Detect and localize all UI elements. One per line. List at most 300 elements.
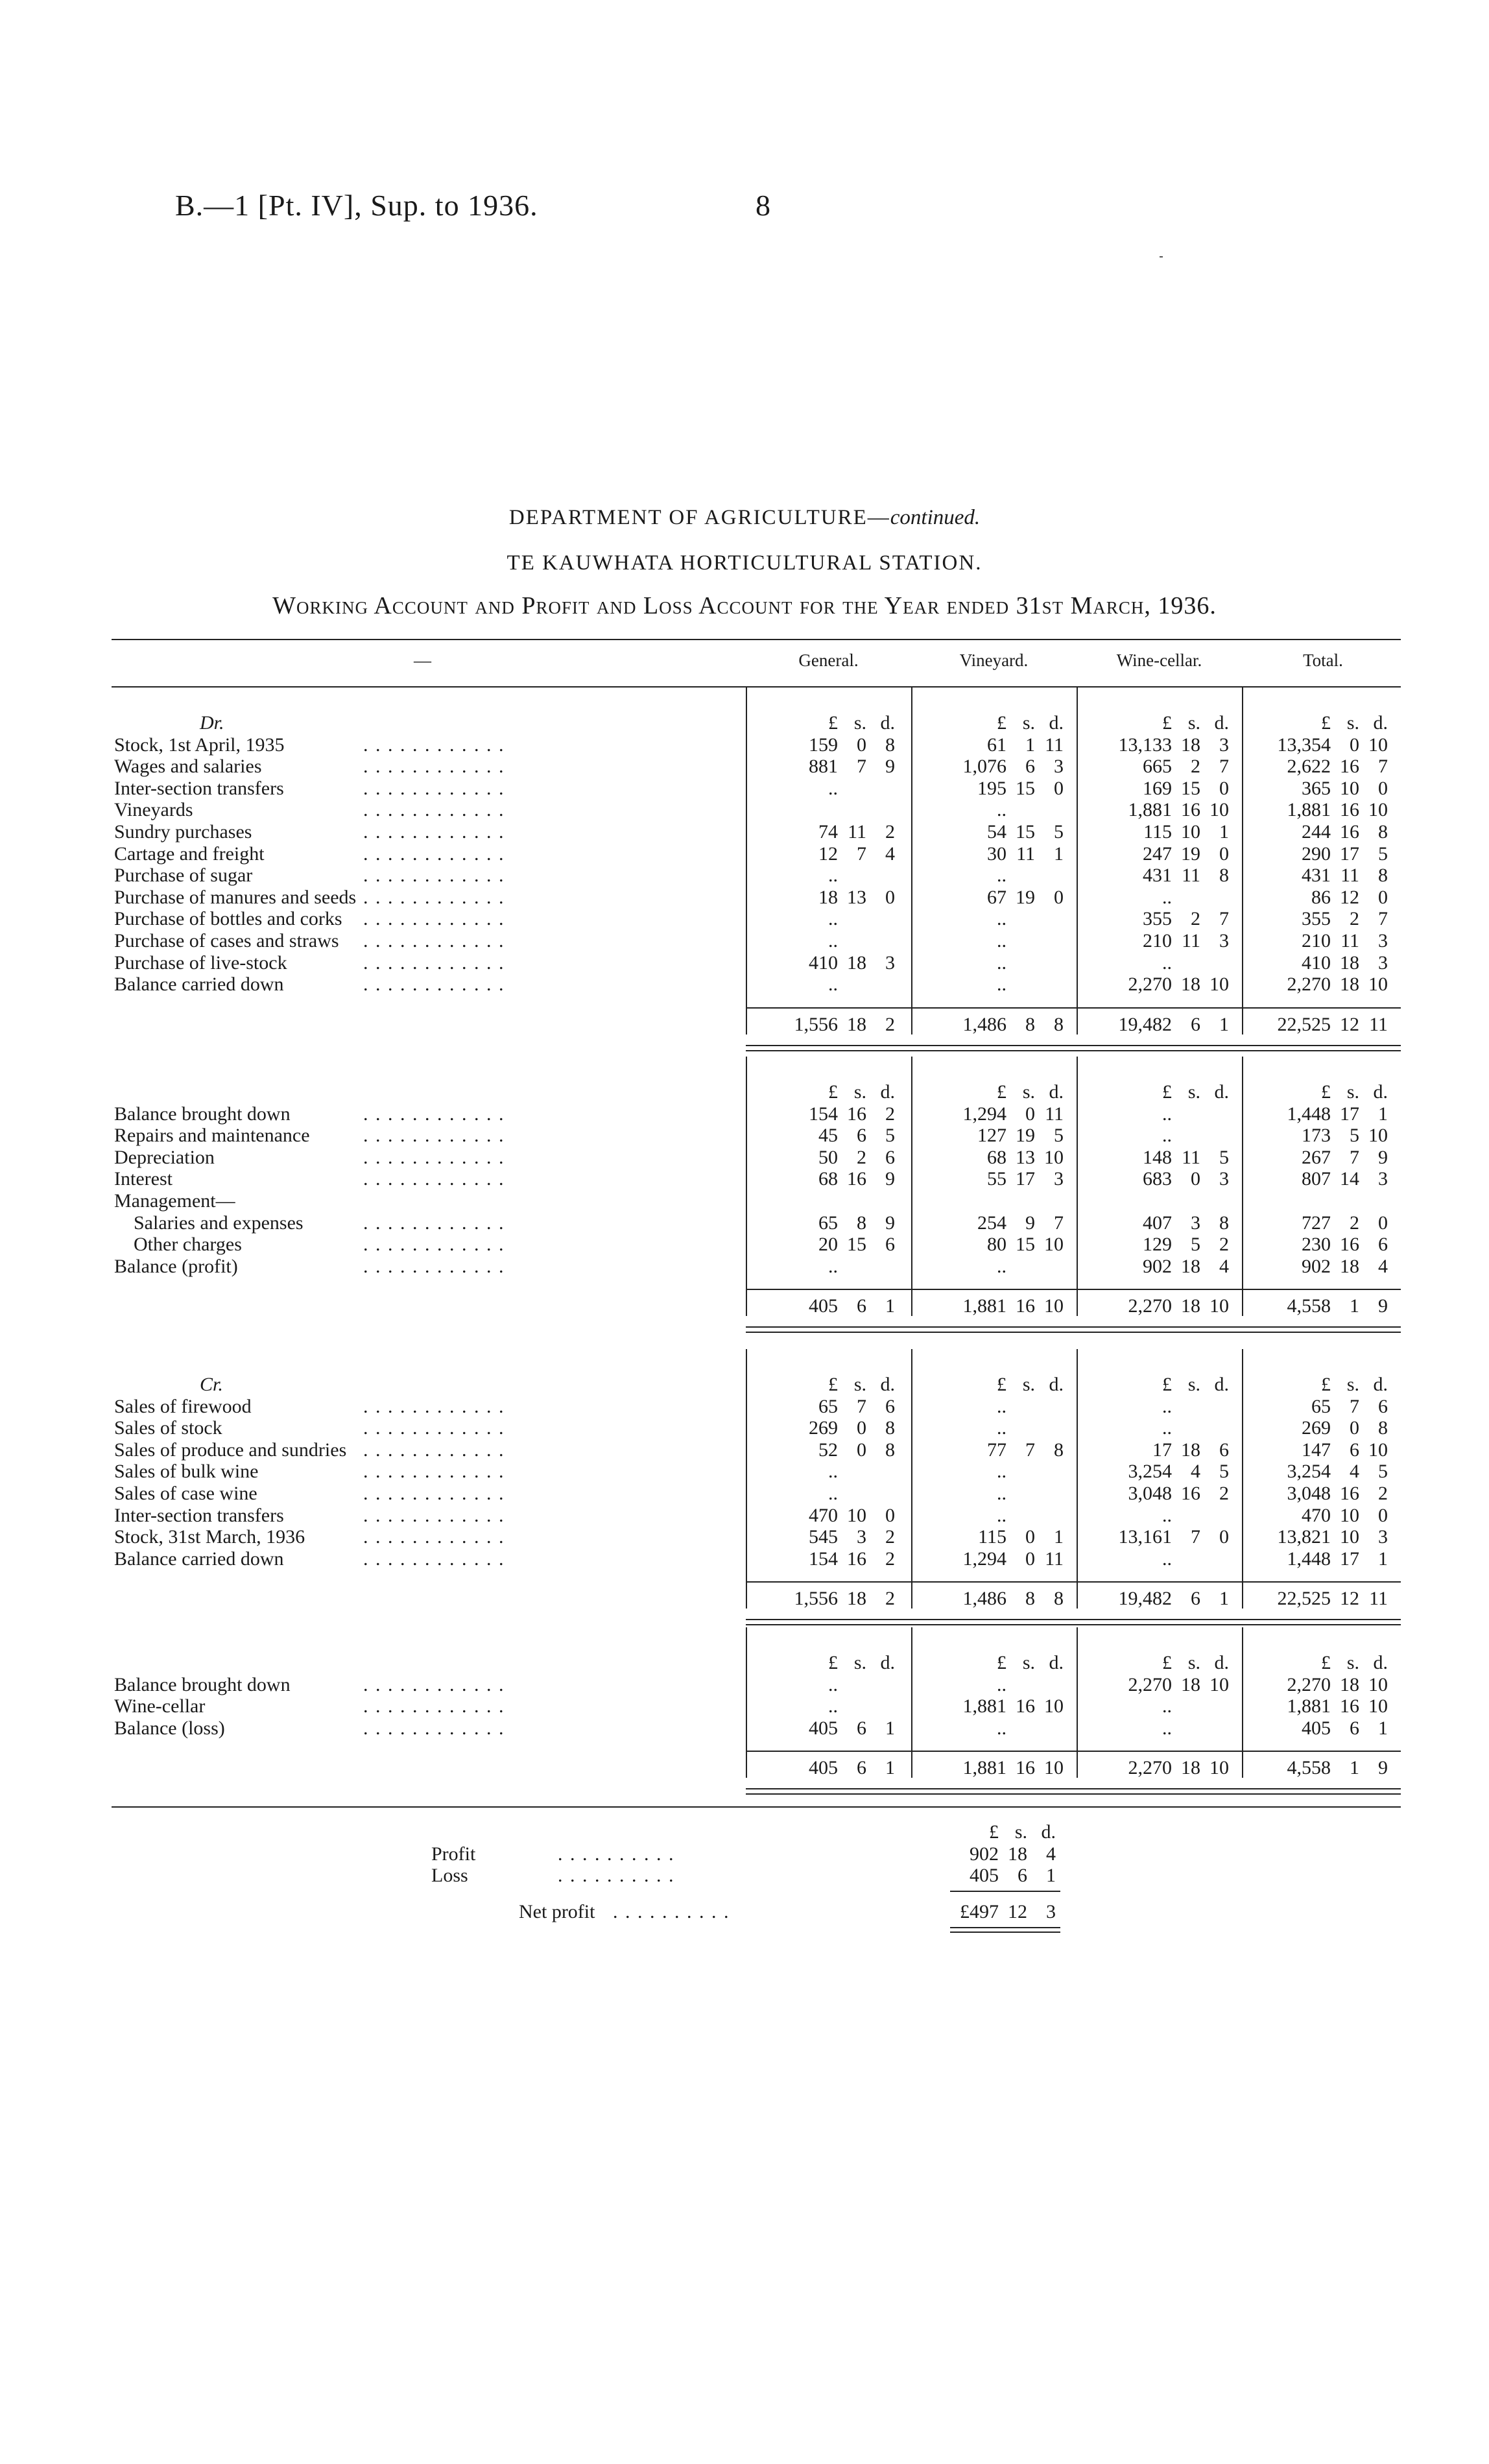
table-cell <box>1237 843 1388 865</box>
table-cell <box>1237 1256 1388 1277</box>
pence-value: 0 <box>1378 886 1388 908</box>
pound-unit: £ <box>1162 1652 1172 1673</box>
total-cell <box>744 1588 895 1609</box>
pound-unit: £ <box>828 1081 838 1103</box>
totals-double-rule <box>746 1050 1401 1051</box>
pounds-value: .. <box>1162 1417 1172 1439</box>
shillings-value: 11 <box>1182 930 1200 951</box>
pence-value: 1 <box>1219 821 1229 843</box>
dot-leader: . . . . . . . . . . . . <box>363 734 505 756</box>
dot-leader: . . . . . . . . . . . . <box>363 974 505 996</box>
pence-value: 1 <box>1378 1717 1388 1739</box>
row-label: Inter-section transfers <box>114 777 284 799</box>
table-cell <box>913 908 1064 929</box>
shillings-value: 6 <box>857 1717 866 1739</box>
shillings-value: 17 <box>1016 1168 1035 1190</box>
shillings-value: 4 <box>1191 1461 1200 1483</box>
dot-leader: . . . . . . . . . . . . <box>363 821 505 843</box>
table-cell <box>744 865 895 886</box>
summary-amount: 4 <box>1046 1843 1056 1865</box>
table-cell <box>1237 734 1388 756</box>
shillings-value: 13 <box>1016 1146 1035 1168</box>
pence-value: 10 <box>1368 799 1388 821</box>
table-cell <box>913 1396 1064 1417</box>
pounds-value: .. <box>997 1717 1007 1739</box>
shilling-unit: s. <box>1022 1081 1035 1103</box>
pounds-value: .. <box>997 1255 1007 1277</box>
pounds-value: 61 <box>987 734 1007 756</box>
column-rule <box>911 1057 912 1316</box>
units-row <box>1099 712 1229 734</box>
table-cell <box>744 1417 895 1439</box>
table-cell <box>1078 1483 1229 1504</box>
department-title <box>0 506 1489 530</box>
column-rule <box>1242 1627 1243 1778</box>
pence-value: 0 <box>1378 1504 1388 1526</box>
units-row <box>1099 1652 1229 1673</box>
pounds-value: .. <box>1162 1125 1172 1147</box>
pence-value: 1 <box>885 1295 895 1317</box>
pounds-value: 290 <box>1302 843 1331 865</box>
shillings-value: 2 <box>1191 908 1200 930</box>
report-reference: B.—1 [Pt. IV], Sup. to 1936. <box>175 189 538 222</box>
pence-value: 10 <box>1209 1757 1229 1779</box>
row-label: Balance brought down <box>114 1673 291 1695</box>
table-cell <box>744 1439 895 1461</box>
pence-value: 6 <box>885 1234 895 1256</box>
pounds-value: .. <box>997 1395 1007 1417</box>
table-cell <box>913 1505 1064 1526</box>
table-cell <box>1237 887 1388 908</box>
pence-value: 5 <box>885 1125 895 1147</box>
table-cell <box>913 1103 1064 1125</box>
pence-value: 0 <box>885 1504 895 1526</box>
shillings-value: 11 <box>1016 843 1035 865</box>
pounds-value: 470 <box>809 1504 838 1526</box>
pence-value: 10 <box>1044 1146 1064 1168</box>
pence-value: 4 <box>885 843 895 865</box>
shillings-value: 0 <box>1025 1526 1035 1548</box>
shilling-unit: s. <box>853 1652 866 1673</box>
shillings-value: 11 <box>848 821 866 843</box>
pounds-value: 1,881 <box>1287 1695 1331 1717</box>
table-cell <box>1237 1103 1388 1125</box>
pence-unit: d. <box>1373 1652 1388 1673</box>
shillings-value: 0 <box>1025 1103 1035 1125</box>
table-cell <box>913 1168 1064 1190</box>
pence-value: 0 <box>1219 777 1229 799</box>
row-label: Cartage and freight <box>114 843 265 865</box>
pounds-value: 210 <box>1143 930 1172 951</box>
table-cell <box>913 1256 1064 1277</box>
totals-rule <box>746 1289 1401 1290</box>
pounds-value: 1,448 <box>1287 1548 1331 1570</box>
pence-value: 2 <box>1219 1234 1229 1256</box>
pence-unit: d. <box>1373 712 1388 734</box>
shillings-value: 18 <box>1181 1757 1200 1779</box>
pounds-value: 147 <box>1302 1439 1331 1461</box>
pounds-value: 1,556 <box>794 1013 838 1035</box>
pence-value: 1 <box>885 1757 895 1779</box>
shilling-unit: s. <box>853 1374 866 1395</box>
table-cell <box>744 756 895 777</box>
department-name: DEPARTMENT OF AGRICULTURE— <box>508 506 890 529</box>
pounds-value: 247 <box>1143 843 1172 865</box>
pounds-value: .. <box>997 951 1007 974</box>
shillings-value: 18 <box>1340 951 1359 974</box>
shilling-unit: s. <box>1187 1081 1200 1103</box>
pence-value: 7 <box>1219 908 1229 930</box>
totals-double-rule <box>746 1624 1401 1625</box>
column-rule <box>1077 1627 1078 1778</box>
table-cell <box>913 1147 1064 1168</box>
pence-value: 10 <box>1044 1295 1064 1317</box>
shillings-value: 18 <box>1181 1673 1200 1695</box>
column-rule <box>746 1349 747 1609</box>
pounds-value: 269 <box>1302 1417 1331 1439</box>
pence-value: 8 <box>1054 1013 1064 1035</box>
pounds-value: .. <box>828 865 838 887</box>
pence-value: 10 <box>1044 1757 1064 1779</box>
table-cell <box>1078 1125 1229 1146</box>
pounds-value: 68 <box>987 1146 1007 1168</box>
pence-value: 6 <box>1219 1439 1229 1461</box>
table-cell <box>1237 930 1388 951</box>
pence-value: 10 <box>1044 1234 1064 1256</box>
table-cell <box>913 930 1064 951</box>
table-cell <box>744 930 895 951</box>
dot-leader: . . . . . . . . . . . . <box>363 843 505 865</box>
pounds-value: 127 <box>977 1125 1007 1147</box>
column-rule <box>1242 688 1243 1035</box>
shillings-value: 18 <box>847 1013 866 1035</box>
pence-value: 0 <box>1219 843 1229 865</box>
pounds-value: 20 <box>818 1234 838 1256</box>
column-head-total: Total. <box>1303 651 1343 670</box>
pence-value: 8 <box>1054 1439 1064 1461</box>
shillings-value: 16 <box>1340 756 1359 778</box>
pence-value: 3 <box>1378 951 1388 974</box>
column-rule <box>911 1627 912 1778</box>
dot-leader: . . . . . . . . . . . . <box>363 1548 505 1570</box>
row-label: Stock, 31st March, 1936 <box>114 1526 305 1548</box>
pence-value: 4 <box>1378 1255 1388 1277</box>
pounds-value: 173 <box>1302 1125 1331 1147</box>
pounds-value: 2,270 <box>1287 1673 1331 1695</box>
table-cell <box>1078 1417 1229 1439</box>
pounds-value: 13,354 <box>1277 734 1331 756</box>
table-cell <box>913 974 1064 995</box>
shillings-value: 7 <box>1191 1526 1200 1548</box>
total-cell <box>744 1014 895 1035</box>
pounds-value: 902 <box>1143 1255 1172 1277</box>
account-title: Working Account and Profit and Loss Account for the Year ended 31st March, 1936. <box>272 592 1217 619</box>
row-label: Interest <box>114 1168 173 1190</box>
shillings-value: 1 <box>1350 1757 1359 1779</box>
table-cell <box>913 1125 1064 1146</box>
units-row <box>1258 1081 1388 1103</box>
pounds-value: 405 <box>809 1757 838 1779</box>
pence-value: 6 <box>1378 1234 1388 1256</box>
total-cell <box>1237 1014 1388 1035</box>
pounds-value: .. <box>997 974 1007 996</box>
table-cell <box>913 887 1064 908</box>
row-label: Sales of firewood <box>114 1395 252 1417</box>
units-row <box>765 1374 895 1395</box>
pence-value: 10 <box>1368 1673 1388 1695</box>
shillings-value: 19 <box>1016 886 1035 908</box>
shillings-value: 17 <box>1340 1548 1359 1570</box>
shilling-unit: s. <box>1022 1374 1035 1395</box>
table-cell <box>1078 1396 1229 1417</box>
shillings-value: 16 <box>1181 799 1200 821</box>
table-cell <box>1078 1461 1229 1482</box>
shillings-value: 6 <box>1191 1588 1200 1610</box>
table-cell <box>913 1234 1064 1255</box>
row-label: Purchase of sugar <box>114 865 253 887</box>
pounds-value: .. <box>828 1483 838 1504</box>
shillings-value: 18 <box>847 951 866 974</box>
pounds-value: 2,270 <box>1128 1295 1172 1317</box>
table-cell <box>744 908 895 929</box>
units-row <box>934 1374 1064 1395</box>
units-row <box>765 712 895 734</box>
units-row <box>934 1081 1064 1103</box>
pounds-value: 1,294 <box>962 1103 1007 1125</box>
table-cell <box>1078 1548 1229 1570</box>
units-row <box>934 712 1064 734</box>
pounds-value: 17 <box>1152 1439 1172 1461</box>
pence-value: 11 <box>1369 1588 1388 1610</box>
row-label: Sundry purchases <box>114 821 252 843</box>
pounds-value: 405 <box>1302 1717 1331 1739</box>
summary-unit: d. <box>1041 1821 1056 1843</box>
pound-unit: £ <box>997 1652 1007 1673</box>
pounds-value: 2,270 <box>1128 974 1172 996</box>
shillings-value: 6 <box>1025 756 1035 778</box>
pounds-value: 727 <box>1302 1212 1331 1234</box>
shillings-value: 6 <box>1191 1013 1200 1035</box>
pounds-value: 405 <box>809 1295 838 1317</box>
table-cell <box>1078 734 1229 756</box>
column-rule <box>1077 688 1078 1035</box>
pounds-value: 55 <box>987 1168 1007 1190</box>
table-cell <box>1237 952 1388 974</box>
pence-value: 2 <box>1219 1483 1229 1504</box>
table-cell <box>1237 778 1388 799</box>
pounds-value: 3,254 <box>1128 1461 1172 1483</box>
pounds-value: 77 <box>987 1439 1007 1461</box>
shilling-unit: s. <box>1022 1652 1035 1673</box>
totals-rule <box>746 1581 1401 1583</box>
pence-value: 8 <box>1378 1417 1388 1439</box>
units-row <box>1258 712 1388 734</box>
pound-unit: £ <box>997 1374 1007 1395</box>
table-cell <box>744 799 895 820</box>
summary-value <box>927 1901 1056 1922</box>
pounds-value: 45 <box>818 1125 838 1147</box>
pound-unit: £ <box>1321 1374 1331 1395</box>
pounds-value: 244 <box>1302 821 1331 843</box>
pence-value: 0 <box>1219 1526 1229 1548</box>
pounds-value: 410 <box>809 951 838 974</box>
pence-unit: d. <box>1214 1652 1229 1673</box>
shilling-unit: s. <box>1187 712 1200 734</box>
pounds-value: 3,048 <box>1287 1483 1331 1504</box>
pence-value: 5 <box>1378 1461 1388 1483</box>
shillings-value: 6 <box>857 1125 866 1147</box>
pence-unit: d. <box>880 1374 895 1395</box>
shilling-unit: s. <box>1346 1652 1359 1673</box>
pence-value: 1 <box>1378 1548 1388 1570</box>
table-cell <box>744 1212 895 1234</box>
table-cell <box>1078 1103 1229 1125</box>
pounds-value: .. <box>828 974 838 996</box>
shilling-unit: s. <box>1022 712 1035 734</box>
pence-value: 10 <box>1368 974 1388 996</box>
pounds-value: .. <box>1162 1103 1172 1125</box>
pence-value: 1 <box>1054 843 1064 865</box>
pence-value: 0 <box>885 886 895 908</box>
page-number: 8 <box>756 189 771 222</box>
dot-leader: . . . . . . . . . . . . <box>363 1673 505 1695</box>
pence-unit: d. <box>1214 1374 1229 1395</box>
pounds-value: 1,486 <box>962 1588 1007 1610</box>
pounds-value: 355 <box>1302 908 1331 930</box>
column-head-wine-cellar: Wine-cellar. <box>1116 651 1202 670</box>
pence-value: 8 <box>1378 821 1388 843</box>
shillings-value: 10 <box>1340 1526 1359 1548</box>
table-cell <box>913 1461 1064 1482</box>
row-label: Sales of produce and sundries <box>114 1439 347 1461</box>
shillings-value: 7 <box>857 1395 866 1417</box>
pounds-value: 74 <box>818 821 838 843</box>
totals-rule <box>746 1007 1401 1009</box>
pence-value: 11 <box>1045 1548 1064 1570</box>
pounds-value: 3,048 <box>1128 1483 1172 1504</box>
summary-value <box>927 1843 1056 1865</box>
table-cell <box>744 1234 895 1255</box>
shillings-value: 16 <box>1340 799 1359 821</box>
row-label: Balance (profit) <box>114 1255 238 1277</box>
summary-double-rule <box>950 1932 1060 1933</box>
pence-value: 2 <box>885 821 895 843</box>
pounds-value: 129 <box>1143 1234 1172 1256</box>
table-cell <box>744 1505 895 1526</box>
shillings-value: 7 <box>1350 1395 1359 1417</box>
pounds-value: .. <box>997 930 1007 951</box>
dot-leader: . . . . . . . . . . . . <box>363 1526 505 1548</box>
pound-unit: £ <box>1162 712 1172 734</box>
dot-leader: . . . . . . . . . . . . <box>363 886 505 908</box>
table-cell <box>1078 1212 1229 1234</box>
shillings-value: 15 <box>1016 1234 1035 1256</box>
summary-amount: 3 <box>1046 1900 1056 1922</box>
column-rule <box>911 688 912 1035</box>
shillings-value: 11 <box>1182 865 1200 887</box>
total-cell <box>1078 1588 1229 1609</box>
pounds-value: .. <box>997 865 1007 887</box>
table-cell <box>744 1717 895 1739</box>
shillings-value: 18 <box>1181 734 1200 756</box>
pounds-value: 4,558 <box>1287 1757 1331 1779</box>
table-cell <box>1237 821 1388 843</box>
shillings-value: 13 <box>847 886 866 908</box>
dot-leader: . . . . . . . . . . <box>558 1843 675 1865</box>
pounds-value: .. <box>997 1504 1007 1526</box>
pounds-value: .. <box>828 908 838 930</box>
table-cell <box>1078 974 1229 995</box>
pence-value: 8 <box>885 734 895 756</box>
table-cell <box>1078 1674 1229 1695</box>
pounds-value: 3,254 <box>1287 1461 1331 1483</box>
table-cell <box>1237 974 1388 995</box>
pence-value: 8 <box>885 1439 895 1461</box>
summary-amount: £497 <box>960 1900 999 1922</box>
shillings-value: 18 <box>1181 1439 1200 1461</box>
table-top-rule <box>112 639 1401 640</box>
pence-value: 8 <box>1219 1212 1229 1234</box>
total-cell <box>1237 1757 1388 1778</box>
summary-amount: 12 <box>1008 1900 1027 1922</box>
column-head-blank: — <box>414 651 431 670</box>
dot-leader: . . . . . . . . . . . . <box>363 1695 505 1717</box>
scan-mark <box>1160 256 1163 257</box>
shillings-value: 10 <box>1181 821 1200 843</box>
table-cell <box>744 1125 895 1146</box>
pound-unit: £ <box>997 712 1007 734</box>
shillings-value: 11 <box>1340 930 1359 951</box>
table-cell <box>1078 756 1229 777</box>
pence-value: 11 <box>1369 1013 1388 1035</box>
pence-value: 7 <box>1378 756 1388 778</box>
pounds-value: 154 <box>809 1103 838 1125</box>
summary-row-label: Loss <box>431 1865 468 1887</box>
pounds-value: .. <box>997 908 1007 930</box>
row-label: Sales of stock <box>114 1417 222 1439</box>
pence-value: 10 <box>1209 974 1229 996</box>
table-cell <box>1078 1147 1229 1168</box>
table-cell <box>1237 908 1388 929</box>
pounds-value: 230 <box>1302 1234 1331 1256</box>
table-cell <box>744 1103 895 1125</box>
pence-value: 3 <box>1054 756 1064 778</box>
summary-amount: 902 <box>970 1843 999 1865</box>
shillings-value: 5 <box>1191 1234 1200 1256</box>
table-cell <box>1078 887 1229 908</box>
dot-leader: . . . . . . . . . . . . <box>363 1146 505 1168</box>
table-cell <box>913 1439 1064 1461</box>
dot-leader: . . . . . . . . . . . . <box>363 1461 505 1483</box>
pence-value: 9 <box>1378 1757 1388 1779</box>
pounds-value: 683 <box>1143 1168 1172 1190</box>
pound-unit: £ <box>828 712 838 734</box>
table-cell <box>1237 865 1388 886</box>
pence-unit: d. <box>1214 1081 1229 1103</box>
pounds-value: 1,881 <box>962 1757 1007 1779</box>
total-cell <box>913 1757 1064 1778</box>
pence-value: 10 <box>1368 1695 1388 1717</box>
table-cell <box>744 887 895 908</box>
pounds-value: 2,270 <box>1287 974 1331 996</box>
pence-unit: d. <box>1214 712 1229 734</box>
shillings-value: 0 <box>857 1439 866 1461</box>
total-cell <box>913 1588 1064 1609</box>
shillings-value: 18 <box>1340 1673 1359 1695</box>
dot-leader: . . . . . . . . . . . . <box>363 951 505 974</box>
pounds-value: 18 <box>818 886 838 908</box>
column-rule <box>1077 1057 1078 1316</box>
